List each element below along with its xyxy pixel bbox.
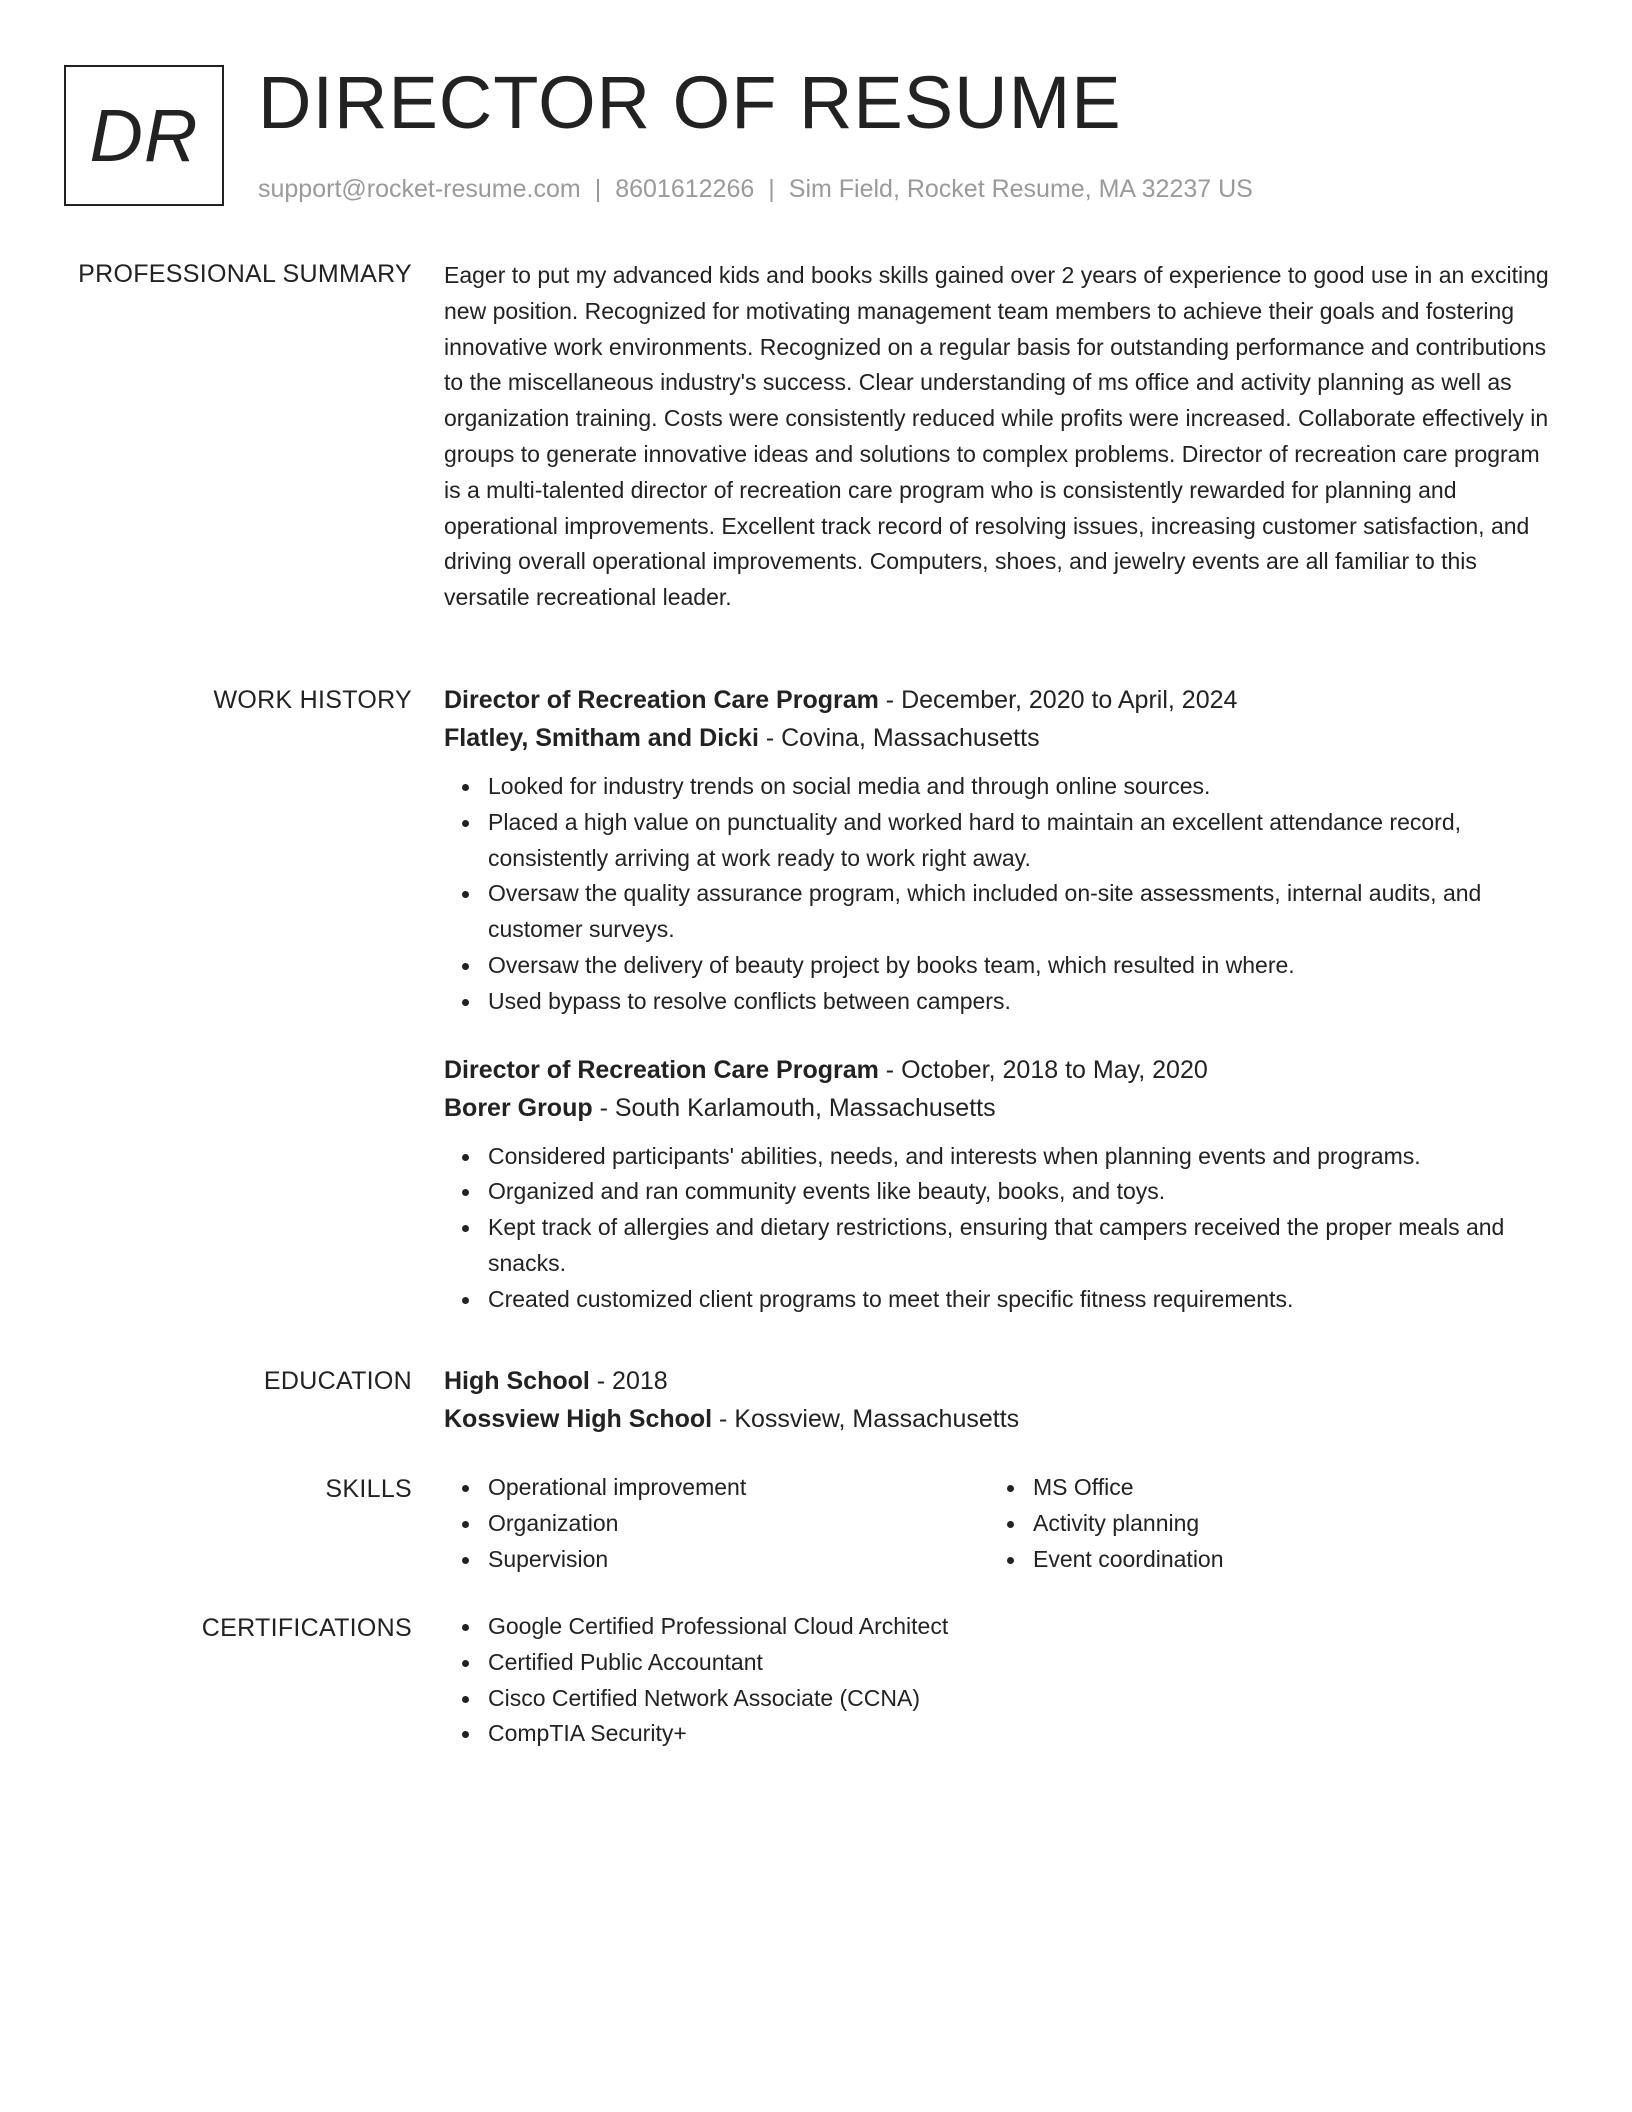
job-dates: - October, 2018 to May, 2020	[878, 1055, 1208, 1084]
job-bullet: Used bypass to resolve conflicts between campers.	[488, 984, 1556, 1020]
job-position: Director of Recreation Care Program	[444, 1055, 879, 1084]
job-company-line	[444, 719, 1556, 757]
education-degree: High School	[444, 1367, 590, 1395]
monogram-box	[64, 65, 224, 206]
job-bullet-list	[444, 1139, 1556, 1318]
skill-item: Organization	[488, 1506, 989, 1542]
job-bullet: Considered participants' abilities, needs, and interests when planning events and programs.	[488, 1139, 1556, 1175]
certification-item: Certified Public Accountant	[488, 1645, 1556, 1681]
skills-heading: SKILLS	[325, 1475, 412, 1503]
education-school-line	[444, 1400, 1556, 1438]
job-entry	[444, 681, 1556, 1020]
contact-phone: 8601612266	[615, 175, 755, 203]
contact-separator: |	[594, 175, 602, 203]
summary-heading: PROFESSIONAL SUMMARY	[78, 260, 412, 288]
skill-item: Operational improvement	[488, 1470, 989, 1506]
job-company: Flatley, Smitham and Dicki	[444, 724, 759, 752]
certifications-heading: CERTIFICATIONS	[201, 1614, 412, 1642]
contact-address: Sim Field, Rocket Resume, MA 32237 US	[788, 175, 1253, 203]
education-year: - 2018	[589, 1367, 668, 1395]
certifications-list	[444, 1609, 1556, 1752]
education-heading: EDUCATION	[263, 1367, 412, 1395]
education-school: Kossview High School	[444, 1405, 713, 1433]
skills-list-right	[989, 1470, 1489, 1577]
education-location: - Kossview, Massachusetts	[712, 1405, 1020, 1433]
skill-item: Event coordination	[1033, 1542, 1489, 1578]
contact-email: support@rocket-resume.com	[258, 175, 581, 203]
job-bullet: Placed a high value on punctuality and worked hard to maintain an excellent attendance record, consistently arriving at work ready to work right away.	[488, 805, 1556, 877]
certification-item: Google Certified Professional Cloud Architect	[488, 1609, 1556, 1645]
job-bullet: Kept track of allergies and dietary restrictions, ensuring that campers received the proper meals and snacks.	[488, 1210, 1556, 1282]
skill-item: Supervision	[488, 1542, 989, 1578]
job-bullet: Oversaw the quality assurance program, which included on-site assessments, internal audits, and customer surveys.	[488, 876, 1556, 948]
job-dates: - December, 2020 to April, 2024	[878, 686, 1238, 714]
contact-separator: |	[768, 175, 775, 203]
job-position: Director of Recreation Care Program	[444, 686, 879, 714]
job-bullet: Looked for industry trends on social media and through online sources.	[488, 769, 1556, 805]
summary-text: Eager to put my advanced kids and books skills gained over 2 years of experience to good use in an exciting new position. Recognized for motivating management team members to achieve their goals and fostering innovative work environments. Recognized on a regular basis for outstanding performance and contributions to the miscellaneous industry's success. Clear understanding of ms office and activity planning as well as organization training. Costs were consistently reduced while profits were increased. Collaborate effectively in groups to generate innovative ideas and solutions to complex problems. Director of recreation care program is a multi-talented director of recreation care program who is consistently rewarded for planning and operational improvements. Excellent track record of resolving issues, increasing customer satisfaction, and driving overall operational improvements. Computers, shoes, and jewelry events are all familiar to this versatile recreational leader.	[444, 262, 1549, 611]
skill-item: MS Office	[1033, 1470, 1489, 1506]
job-bullet: Organized and ran community events like beauty, books, and toys.	[488, 1174, 1556, 1210]
monogram-initials: DR	[89, 94, 199, 177]
skills-list-left	[444, 1470, 989, 1577]
job-bullet: Created customized client programs to meet their specific fitness requirements.	[488, 1282, 1556, 1318]
work-history-heading: WORK HISTORY	[213, 686, 412, 714]
job-bullet: Oversaw the delivery of beauty project by books team, which resulted in where.	[488, 948, 1556, 984]
job-entry	[444, 1051, 1556, 1318]
job-company: Borer Group	[444, 1093, 593, 1122]
job-location: - Covina, Massachusetts	[758, 724, 1040, 752]
certification-item: CompTIA Security+	[488, 1716, 1556, 1752]
candidate-name: DIRECTOR OF RESUME	[258, 61, 1122, 144]
job-title-line	[444, 681, 1556, 719]
job-location: - South Karlamouth, Massachusetts	[592, 1093, 996, 1122]
job-company-line	[444, 1089, 1556, 1127]
certification-item: Cisco Certified Network Associate (CCNA)	[488, 1681, 1556, 1717]
contact-line	[258, 173, 1253, 205]
job-bullet-list	[444, 769, 1556, 1020]
skill-item: Activity planning	[1033, 1506, 1489, 1542]
education-degree-line	[444, 1362, 1556, 1400]
job-title-line	[444, 1051, 1556, 1089]
